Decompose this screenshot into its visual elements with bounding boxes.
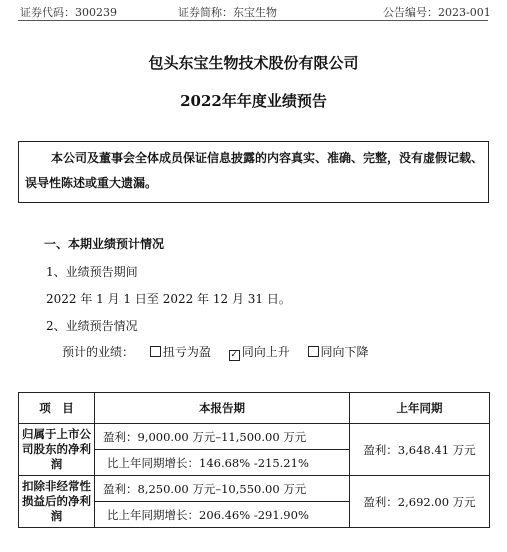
table-header-row bbox=[19, 393, 490, 424]
profit-range: 盈利：9,000.00 万元–11,500.00 万元 bbox=[95, 424, 350, 450]
header-divider bbox=[18, 20, 488, 21]
forecast-period: 2022 年 1 月 1 日至 2022 年 12 月 31 日。 bbox=[46, 292, 291, 306]
announcement-number: 公告编号：2023-001 bbox=[383, 6, 491, 19]
option-increase: ✓ 同向上升 bbox=[230, 345, 290, 360]
section-heading: 一、本期业绩预计情况 bbox=[44, 237, 165, 251]
checkbox-empty-icon bbox=[150, 346, 161, 357]
growth-range: 比上年同期增长：206.46% -291.90% bbox=[95, 502, 350, 528]
row-item: 扣除非经常性损益后的净利润 bbox=[19, 476, 95, 528]
checkbox-empty-icon bbox=[308, 346, 319, 357]
company-title: 包头东宝生物技术股份有限公司 bbox=[148, 54, 359, 72]
item-period-label: 1、业绩预告期间 bbox=[46, 265, 138, 279]
forecast-label: 预计的业绩： bbox=[62, 345, 135, 359]
profit-range: 盈利：8,250.00 万元–10,550.00 万元 bbox=[95, 476, 350, 502]
checkbox-checked-icon: ✓ bbox=[230, 350, 238, 360]
option-turnaround: 扭亏为盈 bbox=[150, 345, 215, 359]
stock-name: 证券简称：东宝生物 bbox=[178, 6, 277, 19]
row-item: 归属于上市公司股东的净利润 bbox=[19, 424, 95, 476]
table-row bbox=[19, 476, 490, 502]
stock-code: 证券代码：300239 bbox=[20, 6, 117, 19]
column-header: 项 目 bbox=[19, 393, 95, 424]
column-header: 上年同期 bbox=[350, 393, 490, 424]
item-forecast-label: 2、业绩预告情况 bbox=[46, 319, 138, 333]
forecast-options bbox=[62, 343, 369, 361]
table-row bbox=[19, 424, 490, 450]
forecast-table bbox=[18, 392, 490, 528]
report-title: 2022年年度业绩预告 bbox=[180, 92, 327, 110]
growth-range: 比上年同期增长：146.68% -215.21% bbox=[95, 450, 350, 476]
page-header bbox=[0, 0, 507, 20]
column-header: 本报告期 bbox=[95, 393, 350, 424]
last-year-value: 盈利：2,692.00 万元 bbox=[350, 476, 490, 528]
last-year-value: 盈利：3,648.41 万元 bbox=[350, 424, 490, 476]
disclaimer-box: 本公司及董事会全体成员保证信息披露的内容真实、准确、完整，没有虚假记载、误导性陈述或重大遗漏。 bbox=[18, 141, 489, 203]
option-decrease: 同向下降 bbox=[308, 345, 369, 359]
